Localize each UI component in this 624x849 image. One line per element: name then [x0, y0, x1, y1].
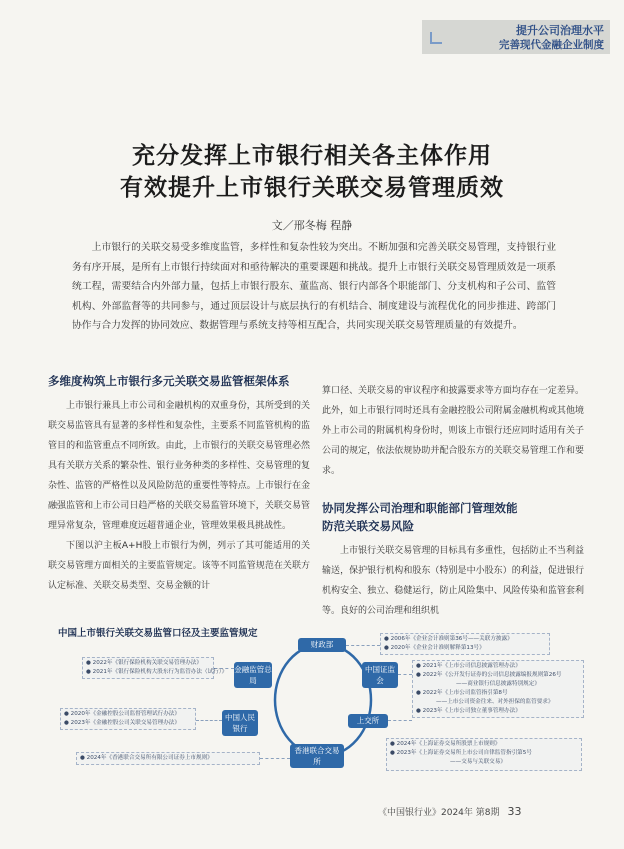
- diagram-ring: [275, 644, 371, 756]
- abstract: 上市银行的关联交易受多维度监管，多样性和复杂性较为突出。不断加强和完善关联交易管理，支持银行业务有序开展，是所有上市银行持续面对和亟待解决的重要课题和挑战。提升上市银行关联交易管理质效是一项系统工程，需要结合内外部力量，包括上市银行股东、董监高、银行内部各个职能部门、分支机构和子公司、监管机构、外部监督等的共同参与，通过顶层设计与底层执行的有机结合、制度建设与流程优化的同步推进、跨部门协作与合力发挥的协同效应、数据管理与系统支持等相互配合，共同实现关联交易管理质量的有效提升。: [72, 242, 556, 331]
- note-csrc-line: ● 2022年《公开发行证券的公司信息披露编报规则第26号: [416, 672, 562, 678]
- note-hkex: [76, 752, 260, 765]
- note-sse-line: ● 2024年《上海证券交易所股票上市规则》: [390, 741, 501, 747]
- byline: 文／邢冬梅 程静: [271, 219, 353, 232]
- note-csrc-line: ——商业银行信息披露特别规定》: [456, 681, 540, 687]
- section2: [322, 499, 584, 621]
- article-title-line1: 充分发挥上市银行相关各主体作用: [132, 143, 492, 169]
- note-mof-line: ● 2006年《企业会计准则第36号——关联方披露》: [384, 636, 513, 642]
- connector-sse: [388, 720, 412, 721]
- note-csrc-line: ——上市公司资金往来、对外担保的监管要求》: [436, 699, 554, 705]
- node-hkex: [290, 744, 344, 768]
- note-csrc-line: ● 2021年《上市公司信息披露管理办法》: [416, 663, 521, 669]
- node-csrc-label: 中国证监会: [365, 665, 395, 685]
- article-title-line2: 有效提升上市银行关联交易管理质效: [120, 175, 504, 201]
- connector-csrc: [398, 674, 412, 675]
- section1-paragraph-1: 上市银行兼具上市公司和金融机构的双重身份，其所受到的关联交易监管具有显著的多样性和复杂性，主要系不同监管机构的监管目的和监管重点不同所致。由此，上市银行的关联交易管理必然具有关联方关系的繁杂性、银行业务种类的多样性、交易管理的复杂性、监管的严格性以及风险防范的重要性等特点。上市银行在金融强监管和上市公司日趋严格的关联交易监管环境下，关联交易管理异常复杂，管理难度远超普通企业，管理效果极具挑战性。: [48, 401, 310, 531]
- page-footer: [378, 805, 522, 818]
- banner-line1: 提升公司治理水平: [516, 24, 604, 37]
- section1-paragraph-2: 下图以沪主板A+H股上市银行为例，列示了其可能适用的关联交易管理方面相关的主要监管规定。该等不同监管规范在关联方认定标准、关联交易类型、交易金额的计: [48, 541, 310, 591]
- node-pboc: [222, 710, 258, 736]
- journal-name: 《中国银行业》2024年 第8期: [378, 808, 500, 818]
- node-nfra: [234, 662, 272, 688]
- node-sse: 上交所: [348, 714, 388, 728]
- note-sse-line: ——交易与关联交易》: [450, 759, 506, 765]
- column-right: [322, 372, 584, 481]
- node-hkex-label: 香港联合交易所: [294, 746, 340, 766]
- note-csrc: [412, 660, 584, 718]
- note-mof: [380, 633, 550, 655]
- regulation-diagram: [46, 620, 586, 776]
- section1-title: 多维度构筑上市银行多元关联交易监管框架体系: [48, 374, 290, 388]
- note-pboc: [60, 708, 196, 730]
- connector-mof: [346, 645, 380, 646]
- note-mof-line: ● 2020年《企业会计准则解释第13号》: [384, 645, 485, 651]
- banner-check-icon: [430, 32, 442, 44]
- node-csrc: [362, 662, 398, 688]
- section2-title-line1: 协同发挥公司治理和职能部门管理效能: [322, 501, 518, 515]
- section2-paragraph-1: 上市银行关联交易管理的目标具有多重性，包括防止不当利益输送，保护银行机构和股东（特别是中小股东）的利益，促进银行机构安全、独立、稳健运行，防止风险集中、风险传染和监管套利等。良好的公司治理和组织机: [322, 546, 584, 616]
- column-left: [48, 372, 310, 596]
- node-mof: 财政部: [298, 638, 346, 652]
- note-pboc-line: ● 2020年《金融控股公司监督管理试行办法》: [64, 711, 180, 717]
- page-number: 33: [507, 805, 522, 818]
- node-nfra-label: 金融监管总局: [234, 665, 272, 685]
- note-csrc-line: ● 2022年《上市公司监管指引第8号: [416, 690, 508, 696]
- connector-hkex: [260, 758, 290, 759]
- banner-line2: 完善现代金融企业制度: [499, 39, 604, 51]
- connector-pboc: [196, 720, 222, 721]
- note-nfra: [82, 657, 228, 679]
- section-banner: [422, 20, 610, 54]
- section2-title-line2: 防范关联交易风险: [322, 519, 414, 533]
- node-pboc-label: 中国人民银行: [225, 713, 255, 733]
- note-nfra-line: ● 2021年《银行保险机构大股东行为监管办法（试行）》: [86, 669, 228, 675]
- note-hkex-line: ● 2024年《香港联合交易所有限公司证券上市规则》: [80, 755, 213, 761]
- note-nfra-line: ● 2022年《银行保险机构关联交易管理办法》: [86, 660, 202, 666]
- diagram-title: 中国上市银行关联交易监管口径及主要监管规定: [58, 628, 258, 639]
- section1-paragraph-3: 算口径、关联交易的审议程序和披露要求等方面均存在一定差异。此外，如上市银行同时还具有金融控股公司附属金融机构或其他境外上市公司的附属机构身份时，则该上市银行还应同时适用有关子公司的规定，依法依规协助并配合股东方的关联交易管理工作和要求。: [322, 386, 584, 476]
- note-sse-line: ● 2023年《上海证券交易所上市公司自律监管指引第5号: [390, 750, 532, 756]
- note-csrc-line: ● 2023年《上市公司独立董事管理办法》: [416, 708, 521, 714]
- note-sse: [386, 738, 582, 771]
- note-pboc-line: ● 2023年《金融控股公司关联交易管理办法》: [64, 720, 180, 726]
